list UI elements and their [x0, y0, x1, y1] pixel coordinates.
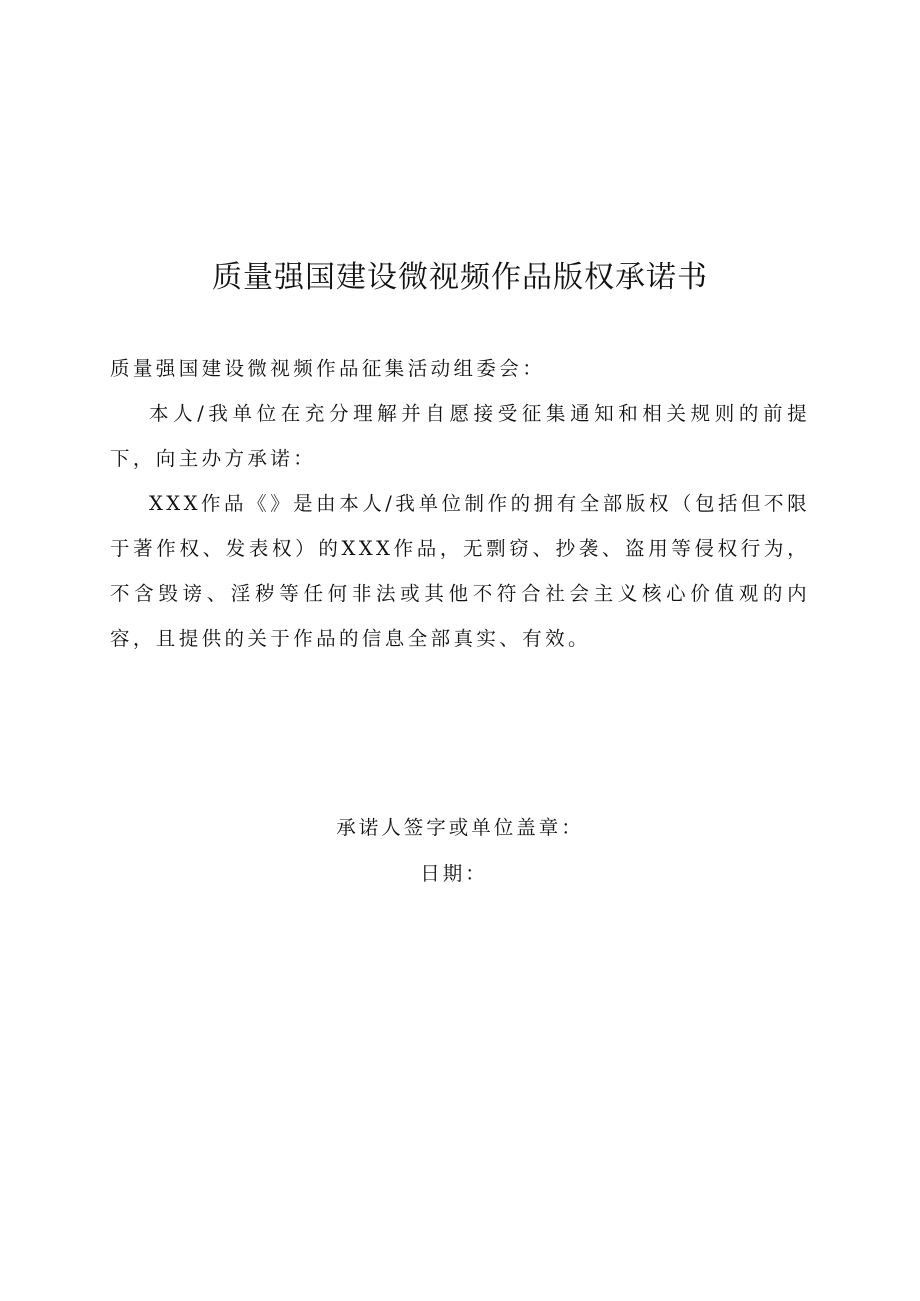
- paragraph-commitment-intro: 本人/我单位在充分理解并自愿接受征集通知和相关规则的前提下，向主办方承诺：: [110, 402, 810, 470]
- paragraph-commitment-details: XXX作品《》是由本人/我单位制作的拥有全部版权（包括但不限于著作权、发表权）的XXX作品，无剽窃、抄袭、盗用等侵权行为，不含毁谤、淫秽等任何非法或其他不符合社会主义核心价值观的内容，且提供的关于作品的信息全部真实、有效。: [110, 492, 810, 650]
- date-line: [0, 858, 920, 886]
- document-body: [110, 346, 810, 661]
- signature-label: 承诺人签字或单位盖章：: [336, 816, 584, 839]
- document-title: 质量强国建设微视频作品版权承诺书: [212, 260, 708, 295]
- date-label: 日期：: [420, 862, 488, 885]
- signature-line: [0, 812, 920, 840]
- salutation: 质量强国建设微视频作品征集活动组委会：: [110, 357, 546, 380]
